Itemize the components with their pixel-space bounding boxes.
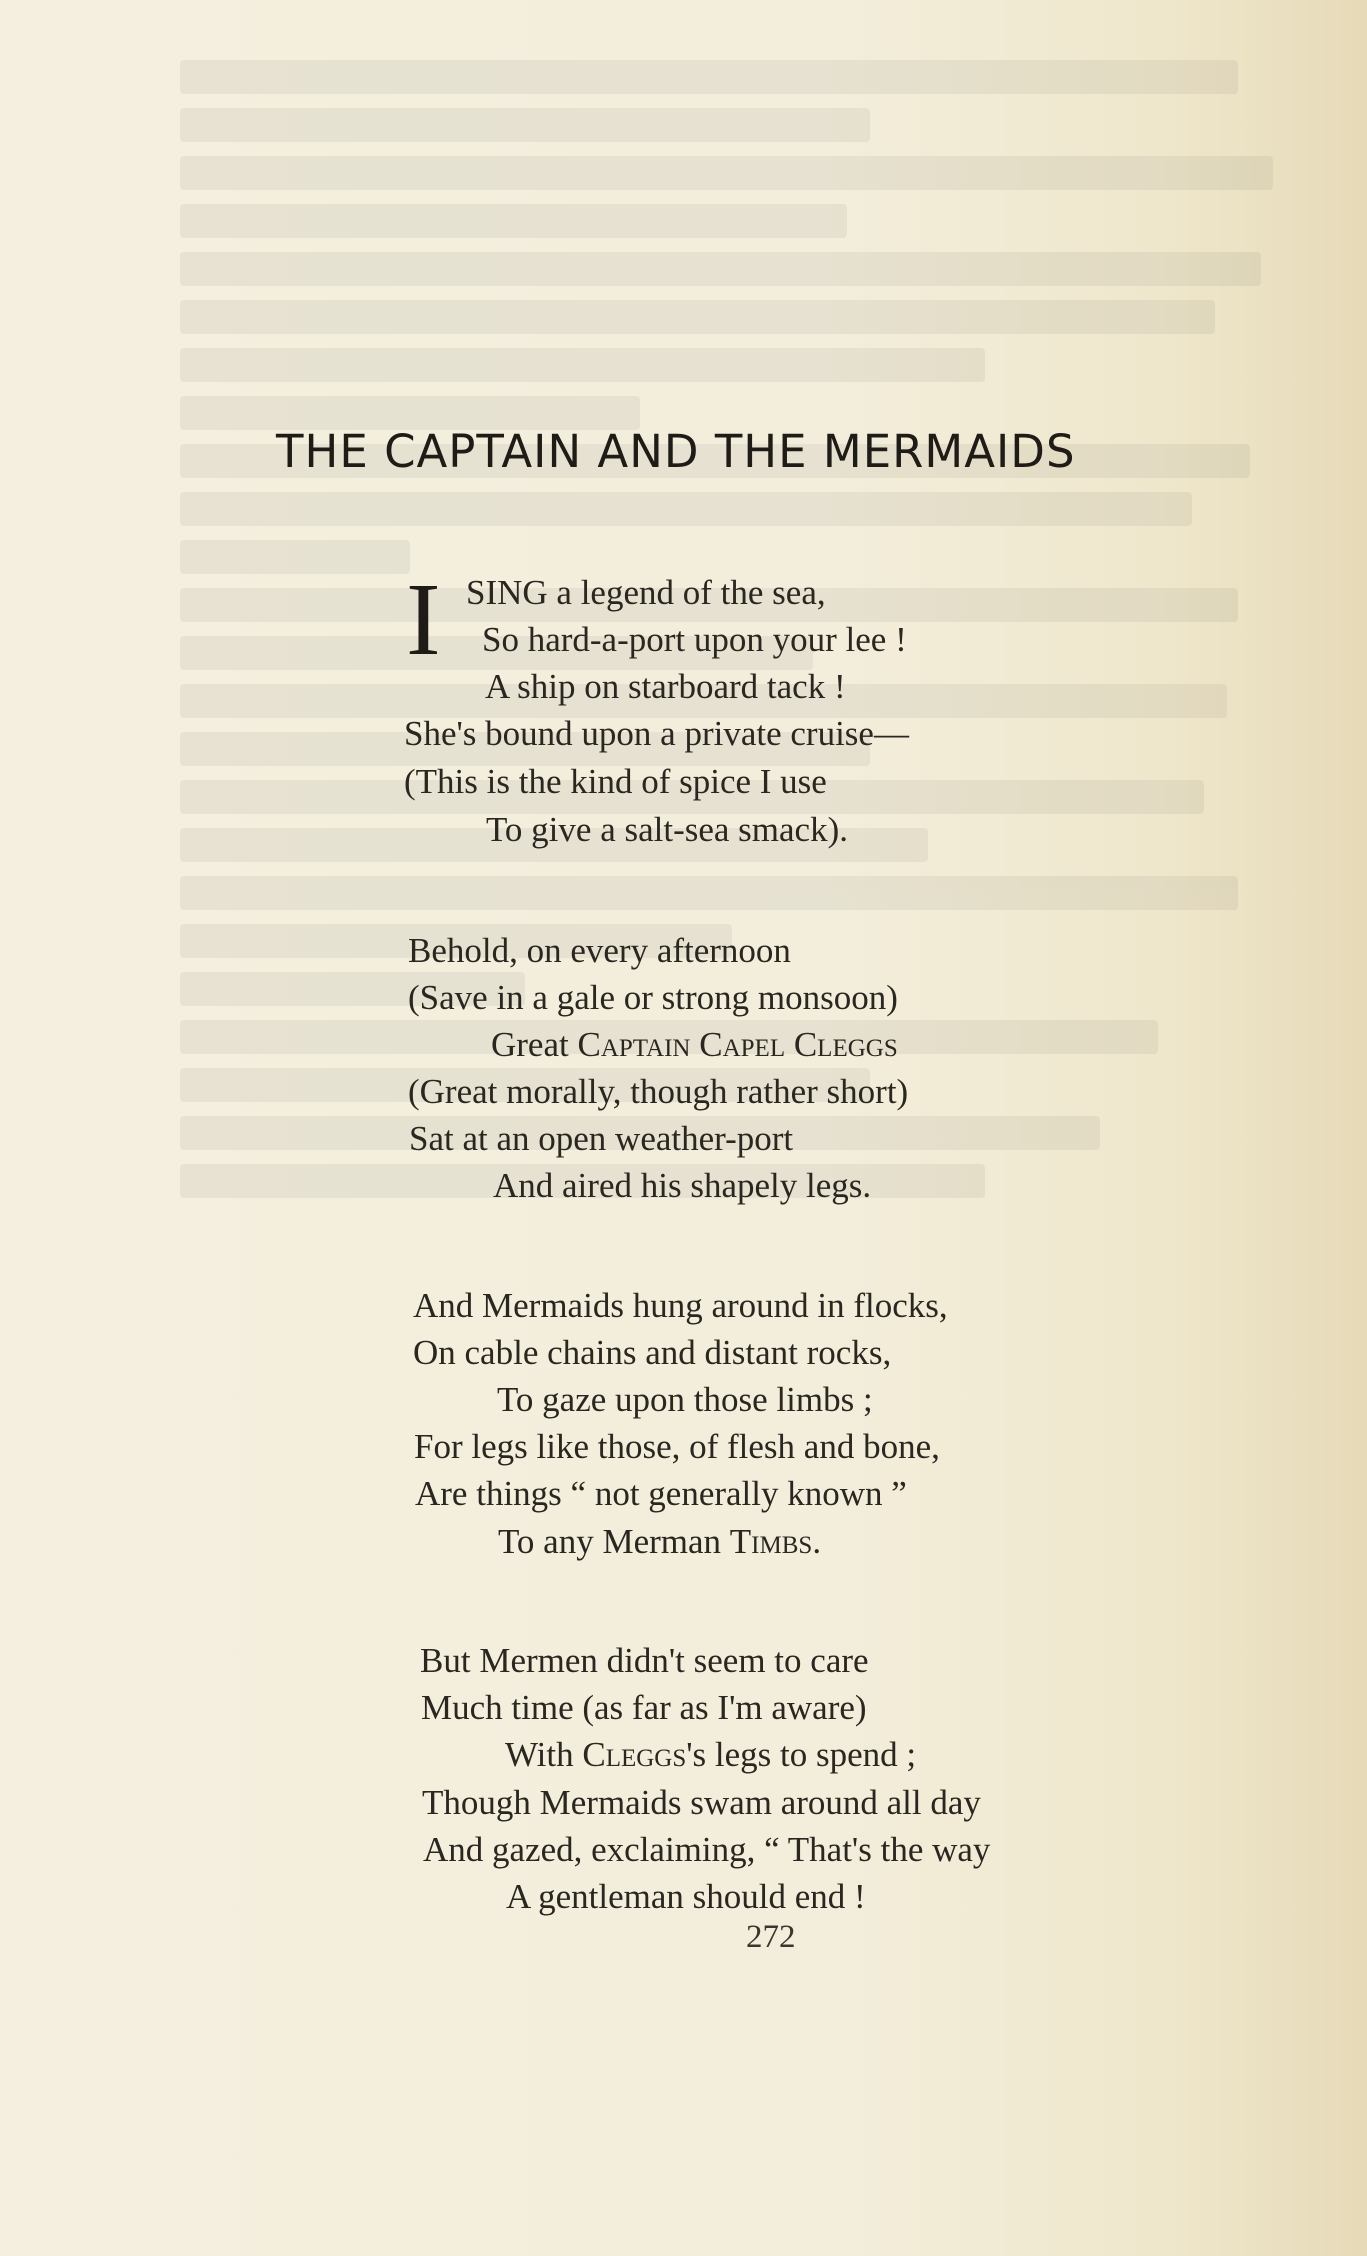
- poem-line: SING a legend of the sea,: [466, 573, 826, 612]
- poem-line: (Save in a gale or strong monsoon): [408, 978, 898, 1017]
- bleed-through-text: [180, 60, 1330, 1360]
- poem-line: With Cleggs's legs to spend ;: [505, 1735, 917, 1774]
- poem-line: A gentleman should end !: [506, 1877, 866, 1916]
- poem-line: For legs like those, of flesh and bone,: [414, 1427, 940, 1466]
- page-number: 272: [746, 1919, 796, 1955]
- poem-line: To give a salt-sea smack).: [486, 810, 848, 849]
- drop-cap: I: [406, 562, 441, 677]
- poem-line: Though Mermaids swam around all day: [422, 1783, 981, 1822]
- cleggs-name: Cleggs: [582, 1735, 687, 1774]
- poem-line: She's bound upon a private cruise—: [404, 714, 909, 753]
- poem-line: And gazed, exclaiming, “ That's the way: [423, 1830, 991, 1869]
- poem-line: And Mermaids hung around in flocks,: [413, 1286, 948, 1325]
- poem-line: So hard-a-port upon your lee !: [482, 620, 907, 659]
- poem-line: Behold, on every afternoon: [408, 931, 791, 970]
- poem-line: But Mermen didn't seem to care: [420, 1641, 869, 1680]
- poem-line: And aired his shapely legs.: [493, 1166, 872, 1205]
- poem-line: On cable chains and distant rocks,: [413, 1333, 892, 1372]
- poem-line: Much time (as far as I'm aware): [421, 1688, 867, 1727]
- poem-line: Sat at an open weather-port: [409, 1119, 794, 1158]
- captain-name: Captain Capel Cleggs: [577, 1025, 898, 1064]
- poem-line: (Great morally, though rather short): [408, 1072, 909, 1111]
- poem-line: (This is the kind of spice I use: [404, 762, 827, 801]
- merman-name: Timbs: [729, 1522, 813, 1561]
- poem-line: To gaze upon those limbs ;: [497, 1380, 873, 1419]
- poem-line: To any Merman Timbs.: [498, 1522, 822, 1561]
- poem-line: A ship on starboard tack !: [485, 667, 846, 706]
- poem-title: THE CAPTAIN AND THE MERMAIDS: [276, 425, 1076, 478]
- poem-line: Are things “ not generally known ”: [415, 1474, 907, 1513]
- poem-line: Great Captain Capel Cleggs: [491, 1025, 898, 1064]
